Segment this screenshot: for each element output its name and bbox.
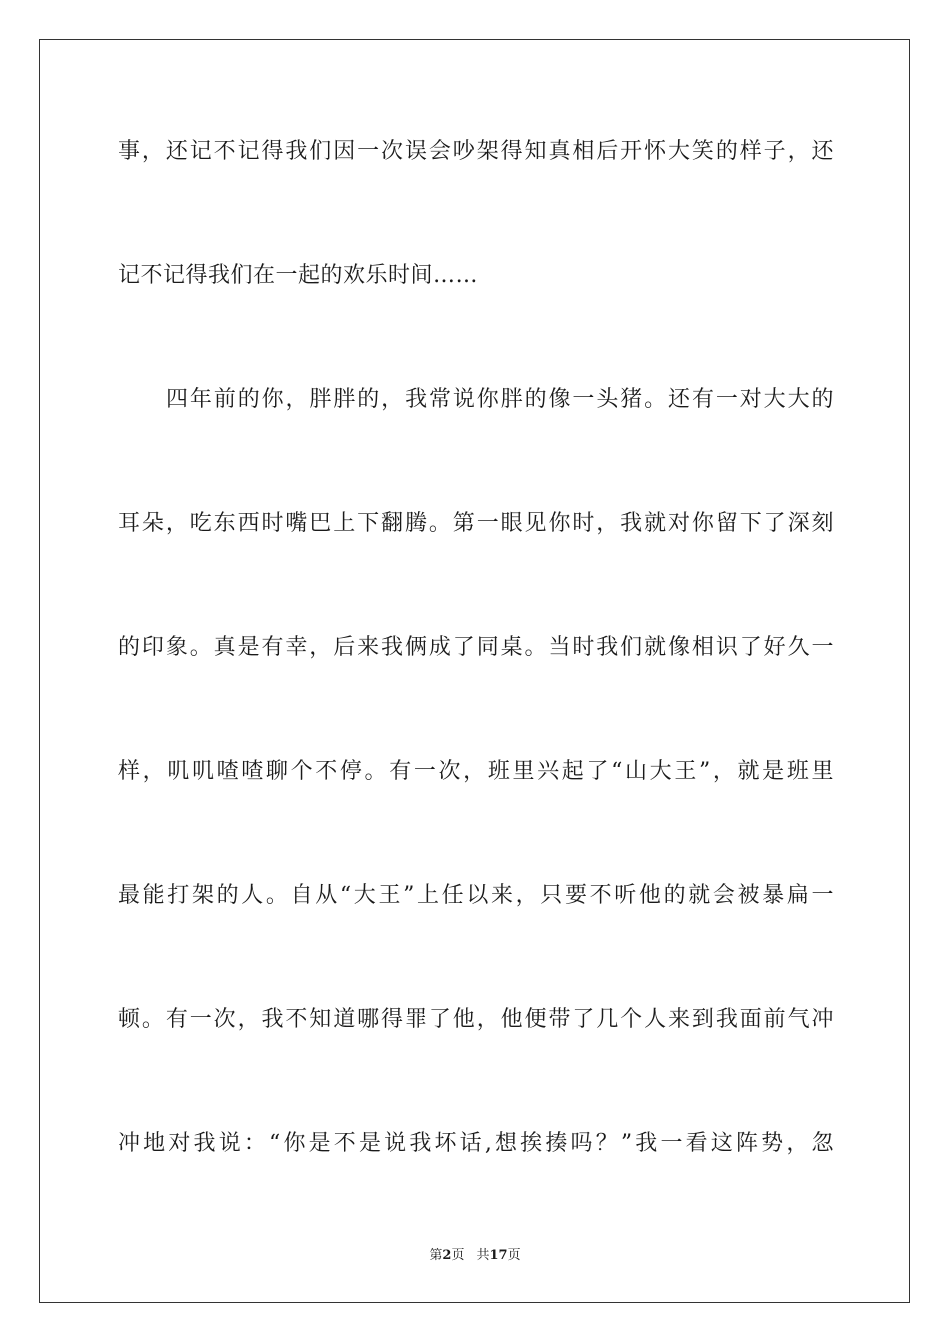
text-line: 最能打架的人。自从“大王”上任以来，只要不听他的就会被暴扁一	[118, 883, 834, 908]
text-line: 的印象。真是有幸，后来我俩成了同桌。当时我们就像相识了好久一	[118, 635, 834, 660]
total-suffix: 页	[507, 1248, 521, 1263]
text-line: 事，还记不记得我们因一次误会吵架得知真相后开怀大笑的样子，还	[118, 139, 834, 164]
page-number-total: 17	[489, 1248, 508, 1263]
text-line: 冲地对我说：“你是不是说我坏话,想挨揍吗？”我一看这阵势，忽	[118, 1131, 834, 1156]
total-prefix: 共	[476, 1248, 490, 1263]
page-suffix: 页	[451, 1248, 465, 1263]
paragraph-first-line: 四年前的你，胖胖的，我常说你胖的像一头猪。还有一对大大的	[166, 387, 834, 412]
text-line: 顿。有一次，我不知道哪得罪了他，他便带了几个人来到我面前气冲	[118, 1007, 834, 1032]
text-line: 样，叽叽喳喳聊个不停。有一次，班里兴起了“山大王”，就是班里	[118, 759, 834, 784]
page-number-current: 2	[442, 1248, 452, 1263]
page-prefix: 第	[429, 1248, 443, 1263]
text-line: 耳朵，吃东西时嘴巴上下翻腾。第一眼见你时，我就对你留下了深刻	[118, 511, 834, 536]
text-line: 记不记得我们在一起的欢乐时间……	[118, 263, 479, 288]
page-footer	[0, 1248, 950, 1264]
page-border	[39, 39, 910, 1303]
